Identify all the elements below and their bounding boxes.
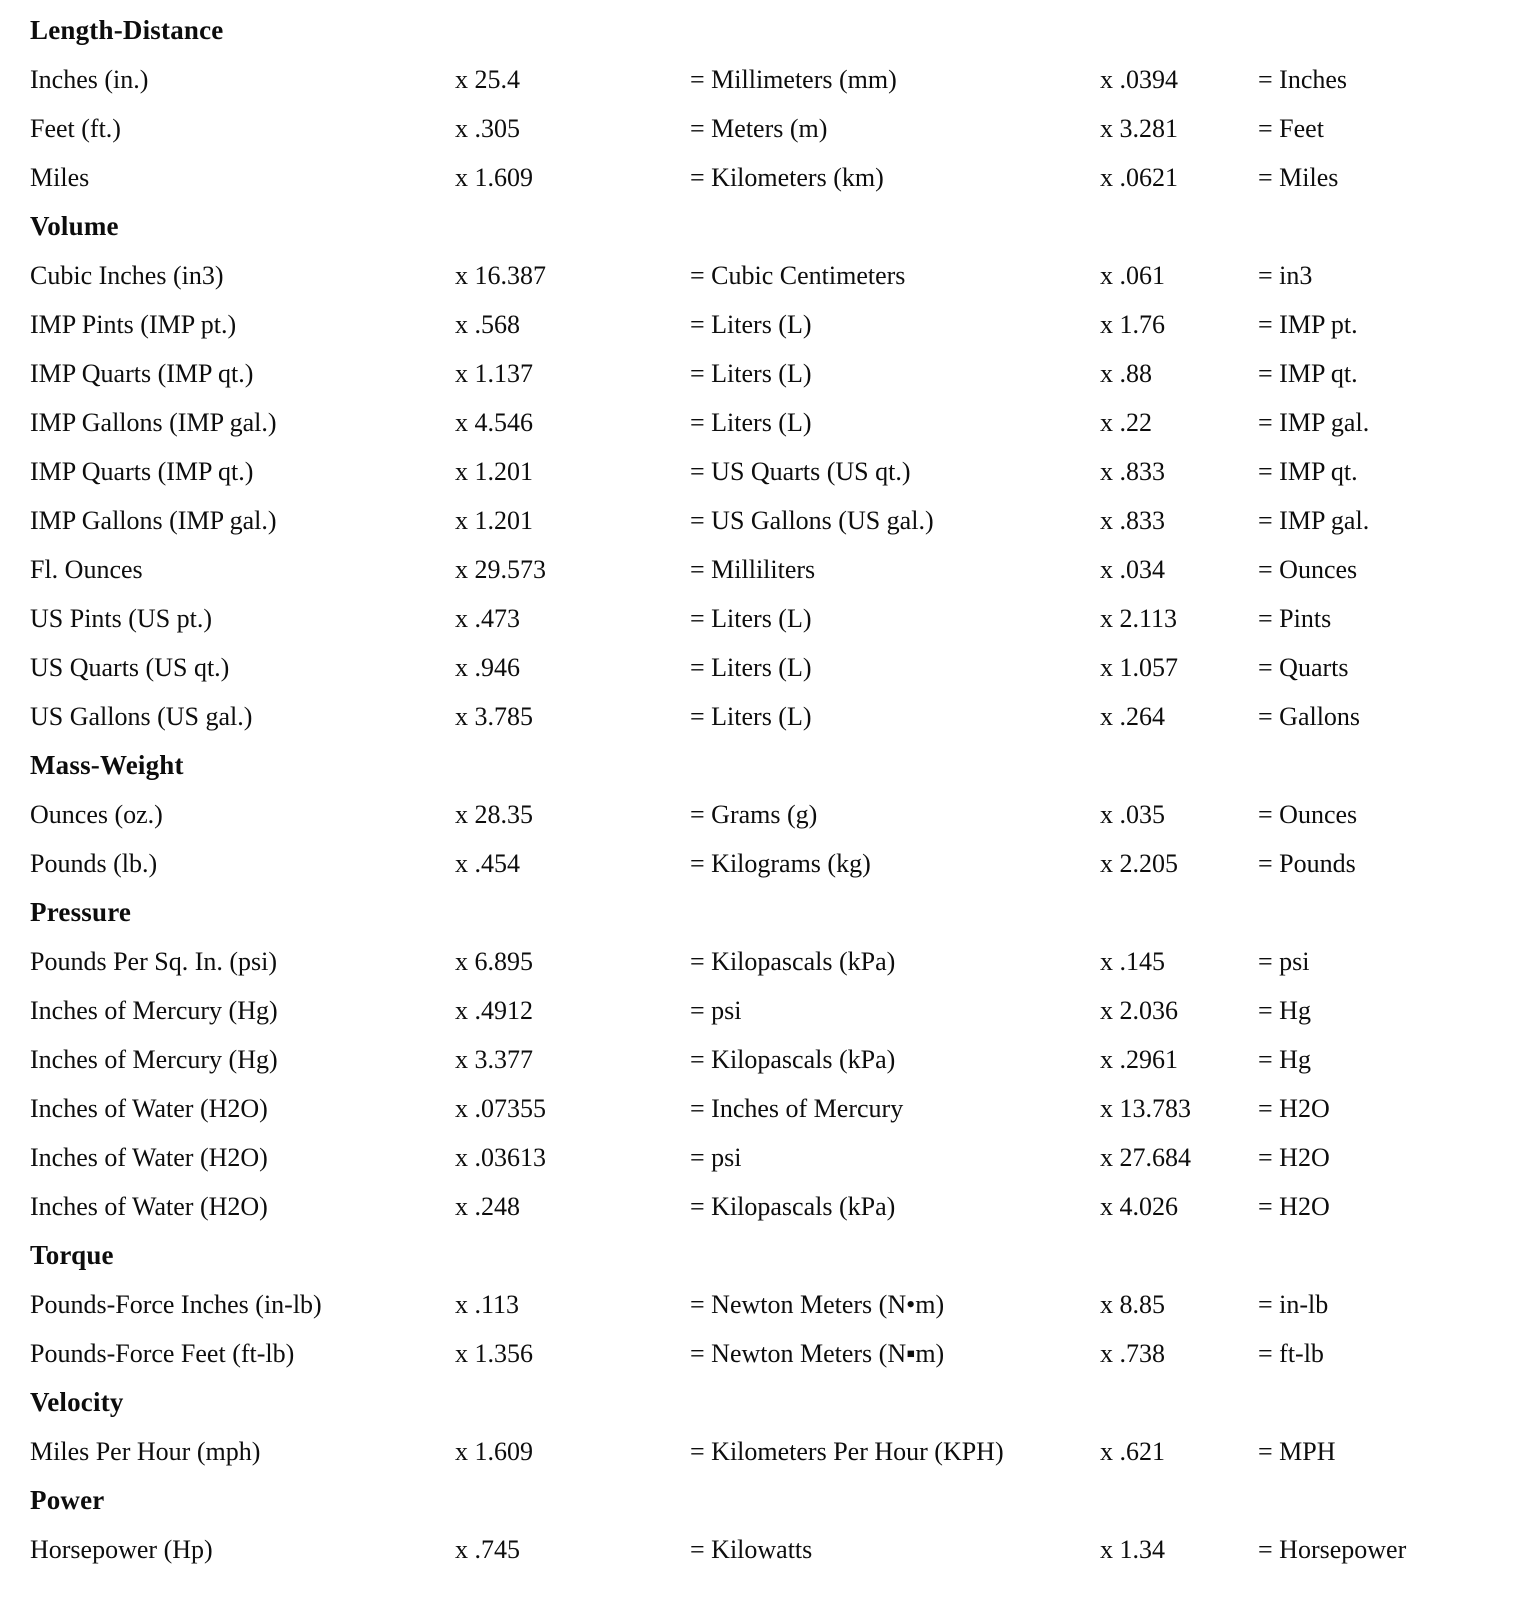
section-title: Power — [30, 1485, 105, 1515]
conversion-row — [30, 986, 1520, 1035]
conversion-row — [30, 1182, 1520, 1231]
conversion-factor: x 29.573 — [455, 555, 546, 584]
conversion-row — [30, 251, 1520, 300]
reverse-factor: x .061 — [1100, 261, 1165, 290]
conversion-row — [30, 1280, 1520, 1329]
reverse-unit-label: = Inches — [1258, 65, 1348, 94]
conversion-row — [30, 643, 1520, 692]
conversion-row — [30, 398, 1520, 447]
reverse-factor: x 27.684 — [1100, 1143, 1191, 1172]
conversion-factor: x .113 — [455, 1290, 520, 1319]
conversion-row — [30, 447, 1520, 496]
unit-to-label: = Millimeters (mm) — [690, 65, 897, 94]
conversion-factor: x .568 — [455, 310, 520, 339]
conversion-factor: x 28.35 — [455, 800, 533, 829]
unit-to-label: = psi — [690, 1143, 742, 1172]
conversion-factor: x .454 — [455, 849, 520, 878]
unit-from-label: Fl. Ounces — [30, 555, 143, 584]
conversion-row — [30, 55, 1520, 104]
conversion-factor: x 1.201 — [455, 506, 533, 535]
unit-from-label: Inches (in.) — [30, 65, 149, 94]
reverse-factor: x .0394 — [1100, 65, 1178, 94]
conversion-factor: x 25.4 — [455, 65, 520, 94]
unit-to-label: = Cubic Centimeters — [690, 261, 906, 290]
conversion-section — [30, 6, 1520, 202]
conversion-factor: x 1.201 — [455, 457, 533, 486]
conversion-factor: x 1.137 — [455, 359, 533, 388]
reverse-unit-label: = IMP gal. — [1258, 506, 1370, 535]
reverse-factor: x 2.205 — [1100, 849, 1178, 878]
unit-from-label: Horsepower (Hp) — [30, 1535, 213, 1564]
unit-from-label: Pounds-Force Inches (in-lb) — [30, 1290, 322, 1319]
unit-from-label: Miles — [30, 163, 90, 192]
reverse-unit-label: = Feet — [1258, 114, 1324, 143]
unit-from-label: IMP Pints (IMP pt.) — [30, 310, 237, 339]
unit-to-label: = Liters (L) — [690, 359, 812, 388]
unit-to-label: = Meters (m) — [690, 114, 828, 143]
reverse-unit-label: = H2O — [1258, 1143, 1330, 1172]
reverse-unit-label: = Horsepower — [1258, 1535, 1407, 1564]
conversion-row — [30, 1329, 1520, 1378]
unit-to-label: = Newton Meters (N▪m) — [690, 1339, 945, 1368]
unit-from-label: Inches of Mercury (Hg) — [30, 996, 278, 1025]
reverse-unit-label: = IMP qt. — [1258, 359, 1358, 388]
unit-to-label: = Kilopascals (kPa) — [690, 1192, 896, 1221]
reverse-unit-label: = IMP gal. — [1258, 408, 1370, 437]
reverse-factor: x 2.036 — [1100, 996, 1178, 1025]
reverse-factor: x .621 — [1100, 1437, 1165, 1466]
unit-to-label: = Liters (L) — [690, 653, 812, 682]
unit-to-label: = Kilometers (km) — [690, 163, 884, 192]
conversion-factor: x 3.377 — [455, 1045, 533, 1074]
unit-from-label: US Quarts (US qt.) — [30, 653, 230, 682]
conversion-factor: x 16.387 — [455, 261, 546, 290]
conversion-factor: x 4.546 — [455, 408, 533, 437]
reverse-factor: x .738 — [1100, 1339, 1165, 1368]
unit-from-label: Inches of Mercury (Hg) — [30, 1045, 278, 1074]
reverse-unit-label: = Hg — [1258, 996, 1311, 1025]
conversion-factor: x .305 — [455, 114, 520, 143]
reverse-unit-label: = in3 — [1258, 261, 1313, 290]
unit-from-label: Feet (ft.) — [30, 114, 121, 143]
unit-to-label: = psi — [690, 996, 742, 1025]
conversion-factor: x .745 — [455, 1535, 520, 1564]
conversion-row — [30, 1525, 1520, 1574]
reverse-factor: x 4.026 — [1100, 1192, 1178, 1221]
unit-to-label: = Grams (g) — [690, 800, 818, 829]
conversion-row — [30, 496, 1520, 545]
reverse-unit-label: = MPH — [1258, 1437, 1336, 1466]
reverse-factor: x .0621 — [1100, 163, 1178, 192]
conversion-row — [30, 594, 1520, 643]
reverse-unit-label: = H2O — [1258, 1094, 1330, 1123]
unit-from-label: Pounds Per Sq. In. (psi) — [30, 947, 278, 976]
unit-to-label: = Kilometers Per Hour (KPH) — [690, 1437, 1004, 1466]
reverse-unit-label: = ft-lb — [1258, 1339, 1324, 1368]
section-title: Pressure — [30, 897, 132, 927]
unit-from-label: Inches of Water (H2O) — [30, 1192, 268, 1221]
reverse-unit-label: = Gallons — [1258, 702, 1361, 731]
unit-from-label: IMP Quarts (IMP qt.) — [30, 457, 254, 486]
reverse-unit-label: = H2O — [1258, 1192, 1330, 1221]
unit-to-label: = Kilopascals (kPa) — [690, 947, 896, 976]
conversion-factor: x 1.609 — [455, 1437, 533, 1466]
conversion-section — [30, 202, 1520, 741]
conversion-row — [30, 300, 1520, 349]
section-title: Velocity — [30, 1387, 124, 1417]
reverse-factor: x 8.85 — [1100, 1290, 1165, 1319]
conversion-row — [30, 839, 1520, 888]
conversion-factor: x 6.895 — [455, 947, 533, 976]
conversion-row — [30, 937, 1520, 986]
reverse-unit-label: = Ounces — [1258, 800, 1358, 829]
unit-to-label: = Newton Meters (N•m) — [690, 1290, 945, 1319]
unit-from-label: IMP Gallons (IMP gal.) — [30, 506, 277, 535]
reverse-unit-label: = Pints — [1258, 604, 1332, 633]
unit-to-label: = Kilograms (kg) — [690, 849, 871, 878]
conversion-row — [30, 1133, 1520, 1182]
reverse-unit-label: = Ounces — [1258, 555, 1358, 584]
reverse-factor: x .035 — [1100, 800, 1165, 829]
unit-from-label: Cubic Inches (in3) — [30, 261, 224, 290]
reverse-factor: x .034 — [1100, 555, 1165, 584]
conversion-factor: x 1.609 — [455, 163, 533, 192]
conversion-row — [30, 1084, 1520, 1133]
unit-to-label: = Kilopascals (kPa) — [690, 1045, 896, 1074]
conversion-section — [30, 1378, 1520, 1476]
reverse-factor: x .264 — [1100, 702, 1165, 731]
unit-from-label: IMP Gallons (IMP gal.) — [30, 408, 277, 437]
conversion-section — [30, 1231, 1520, 1378]
unit-to-label: = Kilowatts — [690, 1535, 813, 1564]
unit-to-label: = US Gallons (US gal.) — [690, 506, 934, 535]
unit-from-label: Pounds (lb.) — [30, 849, 158, 878]
conversion-row — [30, 692, 1520, 741]
reverse-factor: x .22 — [1100, 408, 1152, 437]
conversion-row — [30, 545, 1520, 594]
conversion-factor: x 3.785 — [455, 702, 533, 731]
conversion-factor: x .4912 — [455, 996, 533, 1025]
unit-from-label: IMP Quarts (IMP qt.) — [30, 359, 254, 388]
reverse-unit-label: = Miles — [1258, 163, 1339, 192]
reverse-unit-label: = psi — [1258, 947, 1310, 976]
reverse-factor: x 1.34 — [1100, 1535, 1165, 1564]
unit-from-label: Inches of Water (H2O) — [30, 1143, 268, 1172]
reverse-factor: x .145 — [1100, 947, 1165, 976]
conversion-factor: x .07355 — [455, 1094, 546, 1123]
conversion-row — [30, 1035, 1520, 1084]
reverse-unit-label: = in-lb — [1258, 1290, 1329, 1319]
reverse-factor: x 2.113 — [1100, 604, 1178, 633]
reverse-factor: x .833 — [1100, 506, 1165, 535]
unit-from-label: Miles Per Hour (mph) — [30, 1437, 261, 1466]
section-title: Mass-Weight — [30, 750, 184, 780]
conversion-row — [30, 790, 1520, 839]
unit-to-label: = Liters (L) — [690, 310, 812, 339]
section-title: Length-Distance — [30, 15, 224, 45]
conversion-section — [30, 741, 1520, 888]
reverse-factor: x .88 — [1100, 359, 1152, 388]
unit-to-label: = Milliliters — [690, 555, 816, 584]
conversion-factor: x .03613 — [455, 1143, 546, 1172]
reverse-unit-label: = Quarts — [1258, 653, 1349, 682]
conversion-factor: x 1.356 — [455, 1339, 533, 1368]
reverse-factor: x 1.057 — [1100, 653, 1178, 682]
unit-to-label: = Inches of Mercury — [690, 1094, 904, 1123]
unit-from-label: Inches of Water (H2O) — [30, 1094, 268, 1123]
reverse-factor: x 1.76 — [1100, 310, 1165, 339]
unit-from-label: US Gallons (US gal.) — [30, 702, 253, 731]
conversion-factor: x .946 — [455, 653, 520, 682]
unit-to-label: = US Quarts (US qt.) — [690, 457, 911, 486]
conversion-section — [30, 888, 1520, 1231]
unit-to-label: = Liters (L) — [690, 604, 812, 633]
reverse-factor: x 3.281 — [1100, 114, 1178, 143]
conversion-row — [30, 349, 1520, 398]
reverse-factor: x .2961 — [1100, 1045, 1178, 1074]
conversion-section — [30, 1476, 1520, 1574]
reverse-factor: x 13.783 — [1100, 1094, 1191, 1123]
conversion-factor: x .248 — [455, 1192, 520, 1221]
conversion-row — [30, 104, 1520, 153]
unit-to-label: = Liters (L) — [690, 408, 812, 437]
unit-from-label: Ounces (oz.) — [30, 800, 163, 829]
section-title: Torque — [30, 1240, 114, 1270]
reverse-unit-label: = IMP qt. — [1258, 457, 1358, 486]
conversion-factor: x .473 — [455, 604, 520, 633]
unit-from-label: US Pints (US pt.) — [30, 604, 213, 633]
section-title: Volume — [30, 211, 119, 241]
unit-from-label: Pounds-Force Feet (ft-lb) — [30, 1339, 295, 1368]
reverse-unit-label: = Hg — [1258, 1045, 1311, 1074]
reverse-factor: x .833 — [1100, 457, 1165, 486]
unit-to-label: = Liters (L) — [690, 702, 812, 731]
conversion-row — [30, 153, 1520, 202]
reverse-unit-label: = Pounds — [1258, 849, 1356, 878]
reverse-unit-label: = IMP pt. — [1258, 310, 1358, 339]
conversion-row — [30, 1427, 1520, 1476]
